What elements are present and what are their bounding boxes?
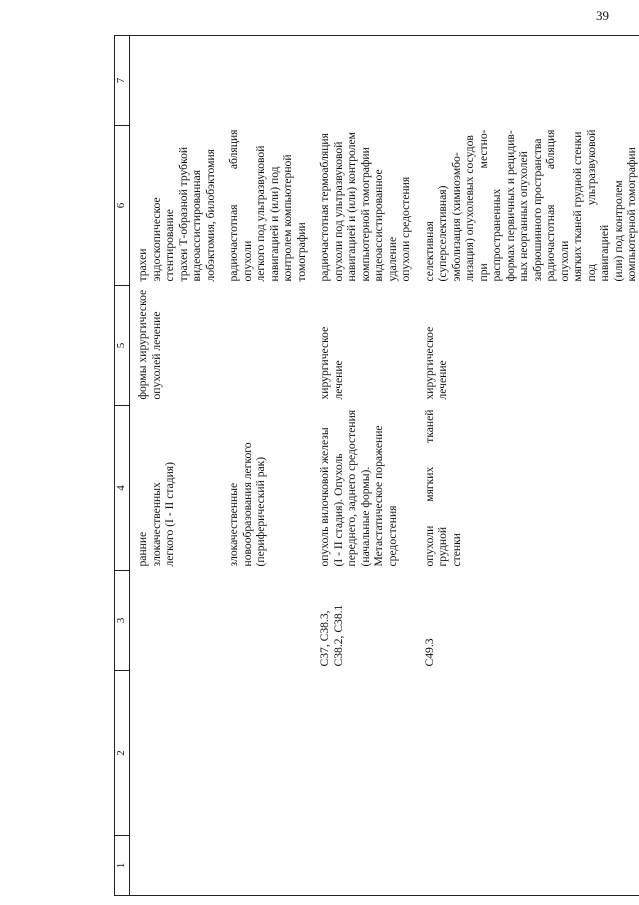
method-text: трахеи эндоскопическое стентирование трахеи Т-образной трубкой видеоассистированная лобэктомия, билобэктомия [136, 146, 217, 282]
method-text: радиочастотная абляция опухоли легкого под ультразвуковой навигацией и (или) под контролем компьютерной томографии [227, 129, 308, 282]
cell-icd-codes [221, 571, 312, 671]
cell-col2 [221, 671, 312, 836]
cell-diagnosis [130, 406, 222, 571]
cell-method [130, 126, 222, 286]
table-row [417, 36, 639, 896]
cell-col1 [130, 836, 222, 896]
diagnosis-text: опухоли мягких тканей грудной стенки [422, 409, 463, 567]
col-header-5: 5 [115, 286, 130, 406]
table-row [130, 36, 222, 896]
method-text: селективная (суперселективная) эмболизация (химиоэмбо- лизация) опухолевых сосудов при местно-распространенных формах первичных и рецидив- ных неорганных опухолей забрюшинного пространства радиочастотная абляция опухоли мягких тканей грудной стенки под ультразвуковой навигацией (или) под контролем компьютерной томографии [422, 129, 638, 282]
column-number-row [115, 36, 130, 896]
cell-method [417, 126, 639, 286]
cell-icd-codes [417, 571, 639, 671]
cell-col7 [417, 36, 639, 126]
treatment-type-text: хирургическое лечение [318, 326, 345, 400]
table-row [221, 36, 312, 896]
col-header-7: 7 [115, 36, 130, 126]
page-number: 39 [596, 8, 609, 23]
cell-treatment-type [130, 286, 222, 406]
cell-treatment-type [417, 286, 639, 406]
diagnosis-text: злокачественные новообразования легкого (периферический рак) [227, 442, 267, 567]
diagnosis-text: опухоль вилочковой железы (I - II стадия). Опухоль переднего, заднего средостения (начальные формы). Метастатическое поражение средостения [318, 409, 399, 567]
col-header-4: 4 [115, 406, 130, 571]
col-header-2: 2 [115, 671, 130, 836]
cell-diagnosis [417, 406, 639, 571]
treatment-type-text: хирургическое лечение [422, 326, 449, 400]
icd-codes-text: C37, C38.3, C38.2, C38.1 [318, 604, 345, 667]
cell-treatment-type [221, 286, 312, 406]
cell-col2 [417, 671, 639, 836]
cell-col2 [130, 671, 222, 836]
treatment-type-text: формы хирургическое опухолей лечение [136, 289, 163, 400]
cell-icd-codes [312, 571, 417, 671]
cell-diagnosis [221, 406, 312, 571]
cell-col7 [312, 36, 417, 126]
table-row [312, 36, 417, 896]
diagnosis-text: ранние злокачественных легкого (I - II стадия) [136, 462, 176, 567]
cell-col1 [417, 836, 639, 896]
cell-treatment-type [312, 286, 417, 406]
col-header-3: 3 [115, 571, 130, 671]
cell-method [221, 126, 312, 286]
cell-diagnosis [312, 406, 417, 571]
col-header-1: 1 [115, 836, 130, 896]
treatment-table [114, 35, 639, 896]
cell-col1 [221, 836, 312, 896]
rotated-table-container [114, 36, 638, 896]
col-header-6: 6 [115, 126, 130, 286]
cell-col7 [221, 36, 312, 126]
method-text: радиочастотная термоабляция опухоли под ультразвуковой навигацией и (или) контролем компьютерной томографии видеоассистированное удаление опухоли средостения [318, 132, 412, 282]
cell-col7 [130, 36, 222, 126]
cell-method [312, 126, 417, 286]
cell-col2 [312, 671, 417, 836]
icd-codes-text: C49.3 [422, 638, 436, 667]
cell-icd-codes [130, 571, 222, 671]
cell-col1 [312, 836, 417, 896]
